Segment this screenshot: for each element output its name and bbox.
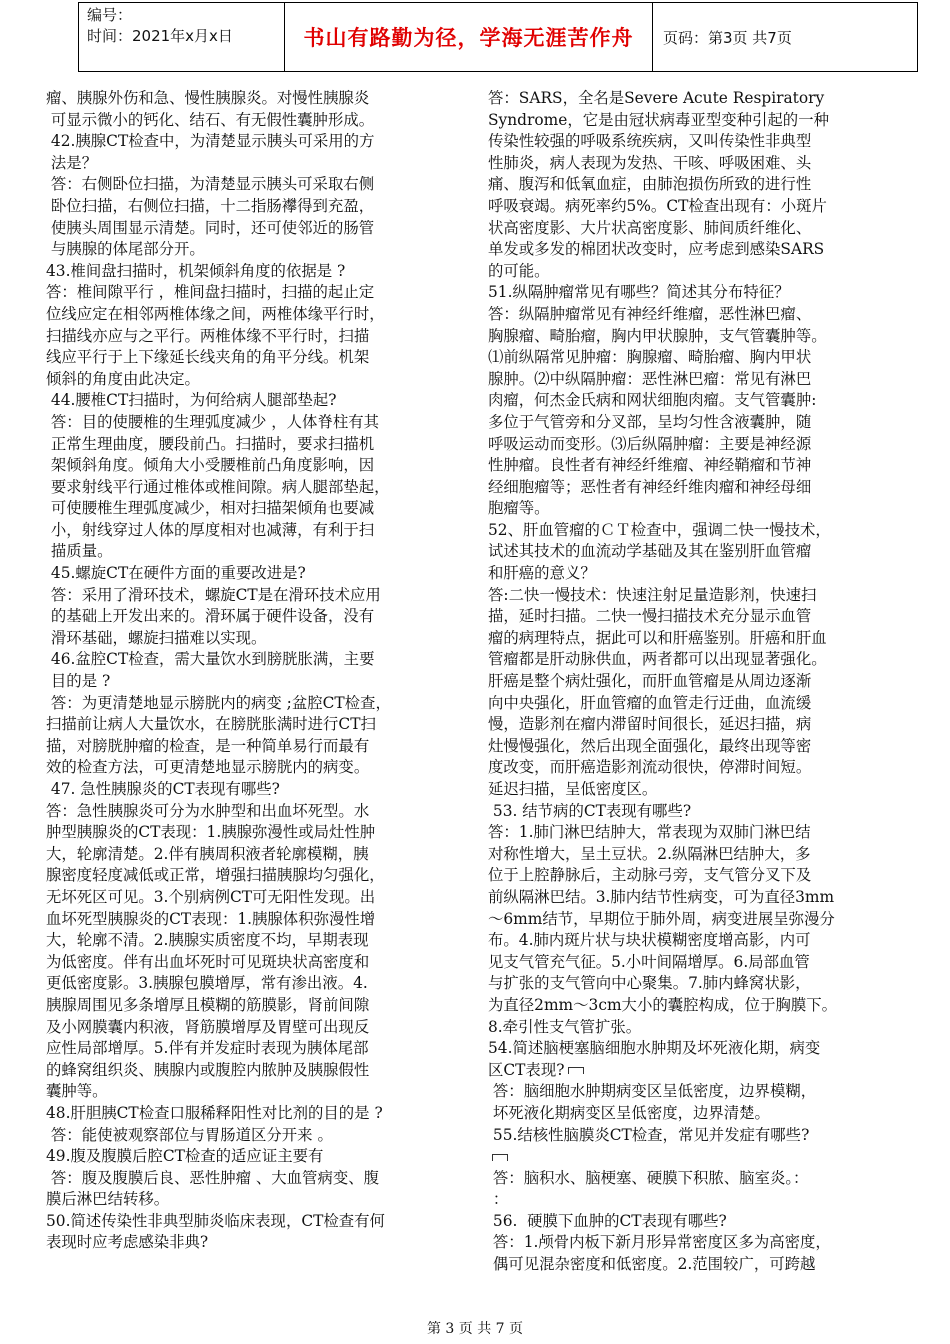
text-line: 胸腺瘤、畸胎瘤，胸内甲状腺肿，支气管囊肿等。 <box>488 326 827 345</box>
text-line: 扫描线亦应与之平行。两椎体缘不平行时，扫描 <box>46 326 370 345</box>
text-line: 表现时应考虑感染非典? <box>46 1233 209 1252</box>
text-line: 度改变，而肝癌造影剂流动很快，停滞时间短。 <box>488 758 812 777</box>
text-line: 可显示微小的钙化、结石、有无假性囊肿形成。 <box>46 110 375 129</box>
text-line: 45.螺旋CT在硬件方面的重要改进是? <box>46 564 306 583</box>
text-line: 及小网膜囊内积液，肾筋膜增厚及胃壁可出现反 <box>46 1017 370 1036</box>
text-line: 可使腰椎生理弧度减少，相对扫描架倾角也要减 <box>46 499 375 518</box>
text-line: 描，延时扫描。二快一慢扫描技术充分显示血管 <box>488 607 812 626</box>
text-line: 的可能。 <box>488 261 550 280</box>
left-column <box>46 88 462 1254</box>
text-line: 46.盆腔CT检查，需大量饮水到膀胱胀满，主要 <box>46 650 375 669</box>
text-line: 胞瘤等。 <box>488 499 550 518</box>
text-line: 答：1.肺门淋巴结肿大，常表现为双肺门淋巴结 <box>488 823 811 842</box>
text-line: 目的是 ? <box>46 672 111 691</box>
text-line: 囊肿等。 <box>46 1082 108 1101</box>
text-line: 使胰头周围显示清楚。同时，还可使邻近的肠管 <box>46 218 375 237</box>
text-line: 答：椎间隙平行 ，椎间盘扫描时，扫描的起止定 <box>46 283 375 302</box>
text-line: 倾斜的角度由此决定。 <box>46 369 200 388</box>
text-line: 架倾斜角度。倾角大小受腰椎前凸角度影响，因 <box>46 456 375 475</box>
text-line: 慢，造影剂在瘤内滞留时间很长，延迟扫描，病 <box>488 715 812 734</box>
text-line: 答：脑积水、脑梗塞、硬膜下积脓、脑室炎。： <box>488 1168 809 1187</box>
text-line: 为直径2mm～3cm大小的囊腔构成，位于胸膜下。 <box>488 995 838 1014</box>
header-table <box>78 2 918 72</box>
text-line: 法是？ <box>46 153 98 172</box>
text-line: 描质量。 <box>46 542 113 561</box>
text-line: 51.纵隔肿瘤常见有哪些？简述其分布特征？ <box>488 283 790 302</box>
text-line: 效的检查方法，可更清楚地显示膀胱内的病变。 <box>46 758 370 777</box>
text-line: ： <box>488 1190 509 1209</box>
text-line: 43.椎间盘扫描时，机架倾斜角度的依据是 ? <box>46 261 346 280</box>
right-column <box>488 88 912 1276</box>
text-line: 腺肿。⑵中纵隔肿瘤：恶性淋巴瘤：常见有淋巴 <box>488 369 812 388</box>
text-line: 血坏死型胰腺炎的CT表现：1.胰腺体积弥漫性增 <box>46 909 376 928</box>
header-motto: 书山有路勤为径，学海无涯苦作舟 <box>285 3 653 71</box>
page-footer: 第 3 页 共 7 页 <box>426 1321 524 1337</box>
bracket-mark-icon <box>568 1067 584 1074</box>
text-line: 要求射线平行通过椎体或椎间隙。病人腿部垫起， <box>46 477 390 496</box>
text-line: 描，对膀胱肿瘤的检查，是一种简单易行而最有 <box>46 736 370 755</box>
text-line: 灶慢慢强化，然后出现全面强化，最终出现等密 <box>488 736 812 755</box>
text-line: 位于上腔静脉后，主动脉弓旁，支气管分叉下及 <box>488 866 812 885</box>
text-line: 答：目的使腰椎的生理弧度减少 ，人体脊柱有其 <box>46 412 380 431</box>
text-line: 48.肝胆胰CT检查口服稀释阳性对比剂的目的是 ? <box>46 1103 383 1122</box>
text-line: 瘤、胰腺外伤和急、慢性胰腺炎。对慢性胰腺炎 <box>46 89 370 107</box>
text-line: 答：能使被观察部位与胃肠道区分开来 。 <box>46 1125 333 1144</box>
text-line: 正常生理曲度，腰段前凸。扫描时，要求扫描机 <box>46 434 375 453</box>
text-line: 线应平行于上下缘延长线夹角的角平分线。机架 <box>46 348 370 367</box>
text-line: 偶可见混杂密度和低密度。2.范围较广，可跨越 <box>488 1255 816 1274</box>
text-line: 大，轮廓不清。2.胰腺实质密度不均，早期表现 <box>46 931 369 950</box>
text-line: 答：SARS，全名是Severe Acute Respiratory <box>488 89 825 107</box>
text-line: ⑴前纵隔常见肿瘤：胸腺瘤、畸胎瘤、胸内甲状 <box>488 348 812 367</box>
text-line: 肝癌是整个病灶强化，而肝血管瘤是从周边逐渐 <box>488 672 812 691</box>
text-line: 8.牵引性支气管扩张。 <box>488 1017 642 1036</box>
text-line: 多位于气管旁和分叉部，呈均匀性含液囊肿，随 <box>488 412 812 431</box>
text-line: 管瘤都是肝动脉供血，两者都可以出现显著强化。 <box>488 650 827 669</box>
text-line: 痛、腹泻和低氧血症，由肺泡损伤所致的进行性 <box>488 175 812 194</box>
text-line: 滑环基础，螺旋扫描难以实现。 <box>46 628 267 647</box>
text-line: 答：1.颅骨内板下新月形异常密度区多为高密度， <box>488 1233 831 1252</box>
text-line: 答:二快一慢技术：快速注射足量造影剂，快速扫 <box>488 585 817 604</box>
text-line: 的基础上开发出来的。滑环属于硬件设备，没有 <box>46 607 375 626</box>
text-line: 性肺炎，病人表现为发热、干咳、呼吸困难、头 <box>488 153 812 172</box>
text-line: 前纵隔淋巴结。3.肺内结节性病变，可为直径3mm <box>488 887 835 906</box>
text-line: 膜后淋巴结转移。 <box>46 1190 170 1209</box>
text-line: 44.腰椎CT扫描时，为何给病人腿部垫起? <box>46 391 337 410</box>
text-line: 56. 硬膜下血肿的CT表现有哪些? <box>488 1211 727 1230</box>
text-line: 性肿瘤。良性者有神经纤维瘤、神经鞘瘤和节神 <box>488 456 812 475</box>
text-line: 54.简述脑梗塞脑细胞水肿期及坏死液化期，病变 <box>488 1039 821 1058</box>
text-line: 答：腹及腹膜后良、恶性肿瘤 、大血管病变、腹 <box>46 1168 380 1187</box>
text-line: 55.结核性脑膜炎CT检查，常见并发症有哪些? <box>488 1125 810 1144</box>
text-line: 经细胞瘤等；恶性者有神经纤维肉瘤和神经母细 <box>488 477 812 496</box>
text-line: 答：右侧卧位扫描，为清楚显示胰头可采取右侧 <box>46 175 375 194</box>
text-line: 向中央强化，肝血管瘤的血管走行迂曲，血流缓 <box>488 693 812 712</box>
text-line: 与胰腺的体尾部分开。 <box>46 240 205 259</box>
text-line: 小，射线穿过人体的厚度相对也减薄，有利于扫 <box>46 520 375 539</box>
text-line: 延迟扫描，呈低密度区。 <box>488 780 658 798</box>
text-line: 更低密度影。3.胰腺包膜增厚，常有渗出液。4. <box>46 974 368 993</box>
text-line: 坏死液化期病变区呈低密度，边界清楚。 <box>488 1103 770 1122</box>
text-line: 答：急性胰腺炎可分为水肿型和出血坏死型。水 <box>46 801 370 820</box>
text-line: Syndrome，它是由冠状病毒亚型变种引起的一种 <box>488 110 829 129</box>
text-line: ～6mm结节，早期位于肺外周，病变进展呈弥漫分 <box>488 909 835 928</box>
text-line: 扫描前让病人大量饮水，在膀胱胀满时进行CT扫 <box>46 715 376 734</box>
text-line: 状高密度影、大片状高密度影、肺间质纤维化、 <box>488 218 812 237</box>
text-line: 对称性增大，呈土豆状。2.纵隔淋巴结肿大，多 <box>488 844 811 863</box>
text-line <box>488 1146 912 1168</box>
text-line: 与扩张的支气管向中心聚集。7.肺内蜂窝状影， <box>488 974 811 993</box>
text-line: 胰腺周围见多条增厚且模糊的筋膜影，肾前间隙 <box>46 995 370 1014</box>
text-line: 区CT表现? <box>488 1060 912 1082</box>
text-line: 答：为更清楚地显示膀胱内的病变 ;盆腔CT检查， <box>46 693 391 712</box>
text-line: 布。4.肺内斑片状与块状模糊密度增高影，内可 <box>488 931 811 950</box>
text-line: 见支气管充气征。5.小叶间隔增厚。6.局部血管 <box>488 952 810 971</box>
header-meta <box>79 3 285 71</box>
text-line: 试述其技术的血流动学基础及其在鉴别肝血管瘤 <box>488 542 812 561</box>
time-label: 时间：2021年x月x日 <box>87 27 233 45</box>
text-line: 52、肝血管瘤的ＣＴ检查中，强调二快一慢技术， <box>488 520 831 539</box>
text-line: 单发或多发的棉团状改变时，应考虑到感染SARS <box>488 240 825 259</box>
text-line: 答：纵隔肿瘤常见有神经纤维瘤，恶性淋巴瘤、 <box>488 304 812 323</box>
text-line: 位线应定在相邻两椎体缘之间，两椎体缘平行时， <box>46 304 385 323</box>
bracket-mark-icon <box>492 1154 508 1161</box>
header-page-info: 页码：第3页 共7页 <box>663 28 792 47</box>
text-line: 和肝癌的意义？ <box>488 564 596 583</box>
text-line: 大，轮廓清楚。2.伴有胰周积液者轮廓模糊，胰 <box>46 844 369 863</box>
text-line: 答：采用了滑环技术，螺旋CT是在滑环技术应用 <box>46 585 381 604</box>
text-line: 50.简述传染性非典型肺炎临床表现，CT检查有何 <box>46 1211 385 1230</box>
text-line: 无坏死区可见。3.个别病例CT可无阳性发现。出 <box>46 887 376 906</box>
text-line: 肿型胰腺炎的CT表现：1.胰腺弥漫性或局灶性肿 <box>46 823 376 842</box>
text-line: 49.腹及腹膜后腔CT检查的适应证主要有 <box>46 1147 324 1166</box>
text-line: 瘤的病理特点，据此可以和肝癌鉴别。肝癌和肝血 <box>488 628 827 647</box>
text-line: 42.胰腺CT检查中，为清楚显示胰头可采用的方 <box>46 132 375 151</box>
text-line: 卧位扫描，右侧位扫描，十二指肠襻得到充盈， <box>46 196 375 215</box>
text-line: 47. 急性胰腺炎的CT表现有哪些? <box>46 780 280 798</box>
text-line: 53. 结节病的CT表现有哪些? <box>488 801 692 820</box>
number-label: 编号： <box>87 6 133 24</box>
text-line: 呼吸衰竭。病死率约5%。CT检查出现有：小斑片 <box>488 196 827 215</box>
text-line: 为低密度。伴有出血坏死时可见斑块状高密度和 <box>46 952 370 971</box>
text-line: 肉瘤，何杰金氏病和网状细胞肉瘤。支气管囊肿: <box>488 391 817 410</box>
text-line: 腺密度轻度减低或正常，增强扫描胰腺均匀强化， <box>46 866 385 885</box>
text-line: 应性局部增厚。5.伴有并发症时表现为胰体尾部 <box>46 1039 369 1058</box>
text-line: 呼吸运动而变形。⑶后纵隔肿瘤：主要是神经源 <box>488 434 812 453</box>
text-line: 答：脑细胞水肿期病变区呈低密度，边界模糊， <box>488 1082 817 1101</box>
text-line: 的蜂窝组织炎、胰腺内或腹腔内脓肿及胰腺假性 <box>46 1060 370 1079</box>
text-line: 传染性较强的呼吸系统疾病，又叫传染性非典型 <box>488 132 812 151</box>
